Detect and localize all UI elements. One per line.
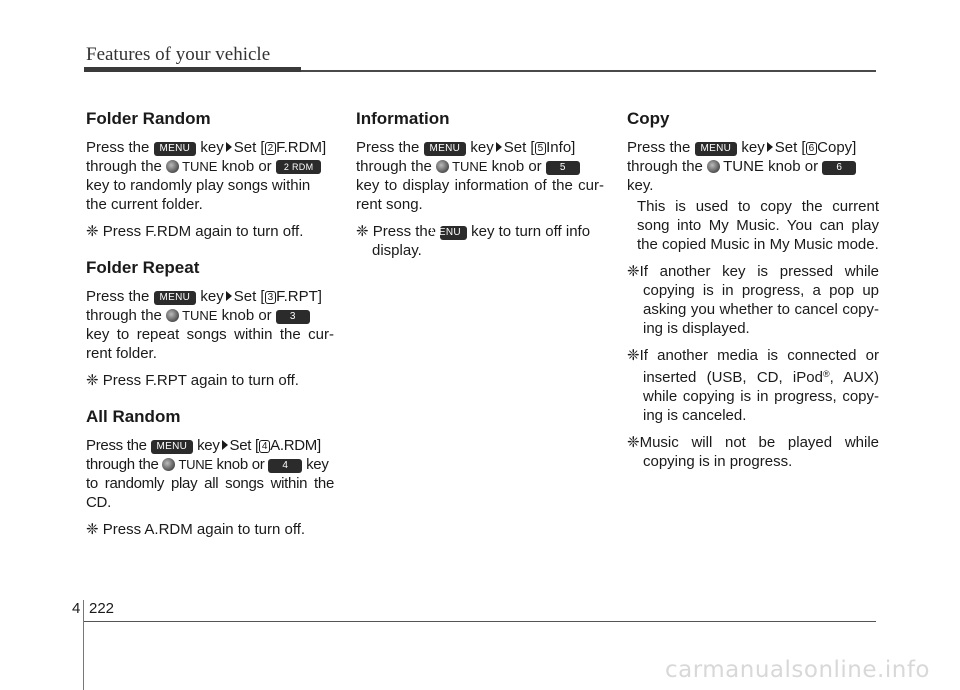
column-middle <box>356 108 604 276</box>
section-folder-repeat <box>86 257 334 390</box>
key-6-icon: 6 <box>822 161 856 175</box>
heading-all-random: All Random <box>86 407 181 426</box>
instruction-information: Press the MENU key Set [ 5 Info] through the TUNE knob or 5 key to display information of the cur-rent song. <box>356 139 604 213</box>
heading-copy: Copy <box>627 109 670 128</box>
menu-key-icon: MENU <box>154 291 197 305</box>
arrow-right-icon <box>222 440 228 450</box>
note-copy-cancel: ❈If another key is pressed while copying is in progress, a pop up asking you whether to cancel copy-ing is displayed. <box>627 263 879 337</box>
heading-folder-repeat: Folder Repeat <box>86 258 200 277</box>
column-right <box>627 108 879 487</box>
number-5-icon: 5 <box>535 142 547 155</box>
menu-key-icon: MENU <box>424 142 467 156</box>
arrow-right-icon <box>226 142 232 152</box>
tune-knob-icon <box>166 160 179 173</box>
note-folder-repeat: ❈ Press F.RPT again to turn off. <box>86 372 299 389</box>
section-information <box>356 108 604 260</box>
page-header-title: Features of your vehicle <box>86 44 271 65</box>
number-6-icon: 6 <box>806 142 818 155</box>
key-2-rdm-icon: 2 RDM <box>276 160 322 174</box>
heading-information: Information <box>356 109 450 128</box>
note-information: ❈ Press the MENU key to turn off info display. <box>356 223 591 259</box>
number-3-icon: 3 <box>265 291 277 304</box>
note-folder-random: ❈ Press F.RDM again to turn off. <box>86 223 304 240</box>
menu-key-icon: MENU <box>440 226 467 240</box>
arrow-right-icon <box>496 142 502 152</box>
page-number: 222 <box>89 600 115 617</box>
tune-knob-icon <box>162 458 175 471</box>
heading-folder-random: Folder Random <box>86 109 211 128</box>
column-left <box>86 108 334 555</box>
section-folder-random <box>86 108 334 241</box>
chapter-number: 4 <box>72 600 81 617</box>
key-5-icon: 5 <box>546 161 580 175</box>
footer-divider <box>83 600 84 690</box>
arrow-right-icon <box>226 291 232 301</box>
instruction-copy: Press the MENU key Set [ 6 Copy] through the TUNE knob or 6 key. <box>627 139 857 194</box>
header-rule <box>301 70 876 72</box>
footer-rule <box>84 621 876 622</box>
instruction-all-random: Press the MENU key Set [ 4 A.RDM] through the TUNE knob or 4 key to randomly play all songs within the CD. <box>86 437 334 511</box>
note-copy-media: ❈If another media is connected or inserted (USB, CD, iPod®, AUX) while copying is in progress, copy-ing is canceled. <box>627 347 879 424</box>
menu-key-icon: MENU <box>151 440 194 454</box>
instruction-folder-random: Press the MENU key Set [ 2 F.RDM] through the TUNE knob or 2 RDM key to randomly play songs within the current folder. <box>86 139 327 213</box>
tune-knob-icon <box>166 309 179 322</box>
section-all-random <box>86 406 334 539</box>
tune-knob-icon <box>436 160 449 173</box>
menu-key-icon: MENU <box>695 142 738 156</box>
arrow-right-icon <box>767 142 773 152</box>
key-4-icon: 4 <box>268 459 302 473</box>
watermark: carmanualsonline.info <box>664 657 930 683</box>
number-4-icon: 4 <box>259 440 270 453</box>
note-all-random: ❈ Press A.RDM again to turn off. <box>86 521 306 538</box>
tune-knob-icon <box>707 160 720 173</box>
header-bar <box>84 67 301 72</box>
section-copy <box>627 108 879 471</box>
number-2-icon: 2 <box>265 142 277 155</box>
note-copy-music: ❈Music will not be played while copying is in progress. <box>627 434 879 470</box>
instruction-folder-repeat: Press the MENU key Set [ 3 F.RPT] through the TUNE knob or 3 key to repeat songs within the cur-rent folder. <box>86 288 334 362</box>
key-3-icon: 3 <box>276 310 310 324</box>
copy-description: This is used to copy the current song into My Music. You can play the copied Music in My Music mode. <box>637 198 879 253</box>
menu-key-icon: MENU <box>154 142 197 156</box>
